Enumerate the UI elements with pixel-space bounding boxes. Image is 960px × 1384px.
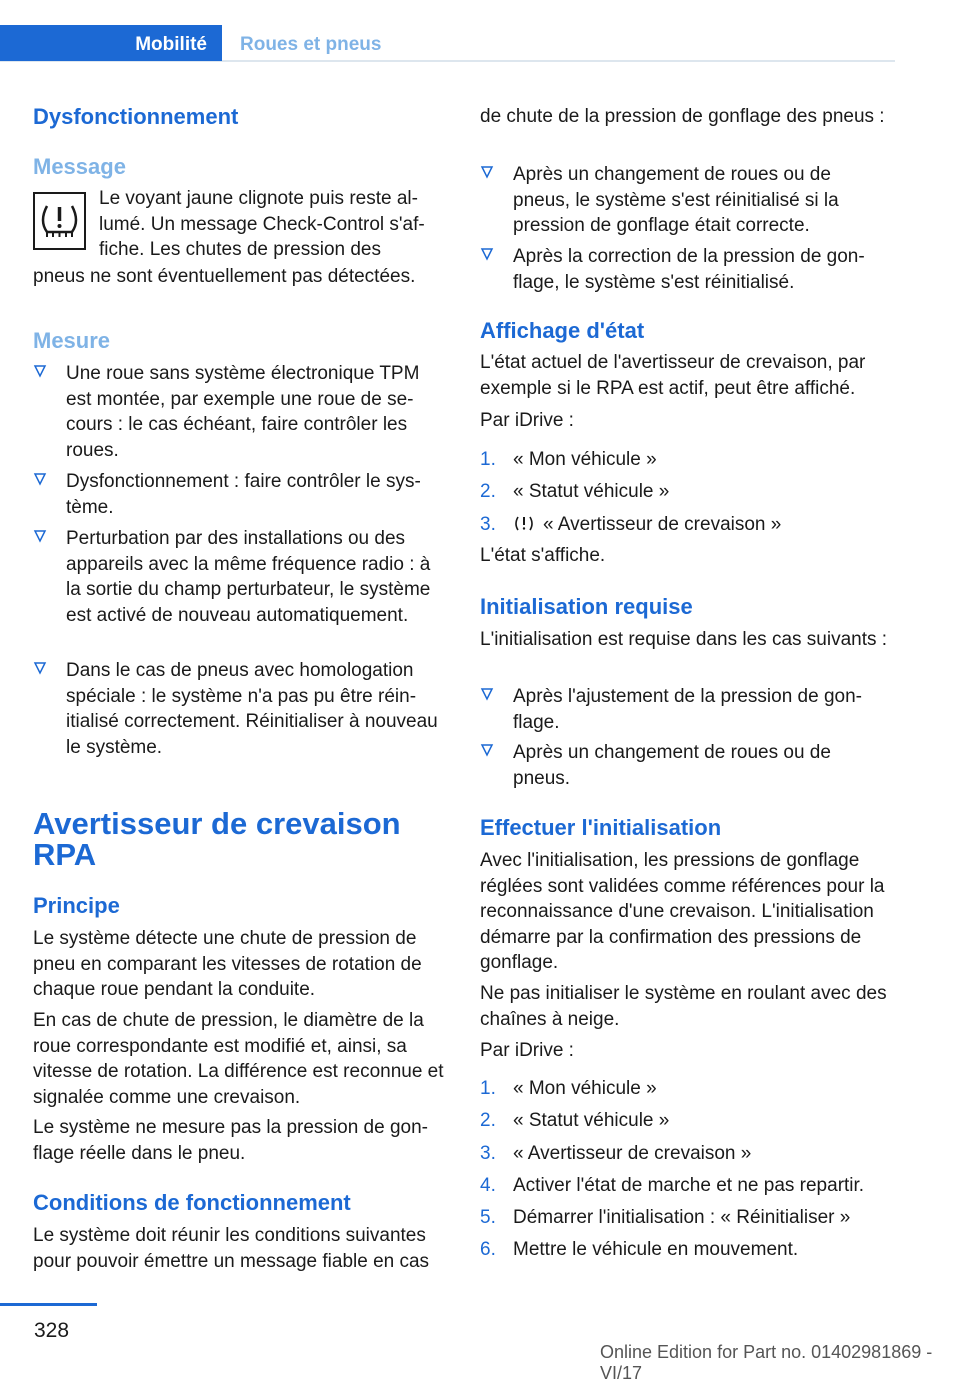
- list-item-text: Perturbation par des installations ou des appareils avec la même fréquence radio : à la sortie du champ perturbateur, le système est activé de nouveau automatiquement.: [66, 528, 431, 626]
- list-item-number: 6.: [480, 1239, 496, 1260]
- list-item-text: Mettre le véhicule en mouvement.: [513, 1239, 799, 1260]
- triangle-bullet-icon: [33, 364, 47, 378]
- effectuer-paragraph-2: Ne pas initialiser le système en roulant avec des chaînes à neige.: [480, 983, 887, 1030]
- principe-paragraph-1: Le système détecte une chute de pression de pneu en comparant les vitesses de rotation de chaque roue pendant la conduite.: [33, 928, 422, 1000]
- tire-pressure-warning-icon: [33, 192, 86, 250]
- triangle-bullet-icon: [480, 247, 494, 261]
- heading-message: Message: [33, 154, 126, 179]
- par-idrive-label: Par iDrive :: [480, 1040, 574, 1061]
- message-line-3: fiche. Les chutes de pression des: [99, 239, 382, 260]
- list-item-text: Une roue sans système électronique TPM est montée, par exemple une roue de secours : le cas échéant, faire contrôler les roues.: [66, 363, 420, 461]
- heading-conditions: Conditions de fonctionnement: [33, 1190, 351, 1215]
- list-item-text: « Mon véhicule »: [513, 449, 657, 470]
- principe-paragraph-2: En cas de chute de pression, le diamètre de la roue correspondante est modifié et, ainsi, sa vitesse de rotation. La différence est reconnue et signalée comme une crevaison.: [33, 1010, 444, 1108]
- list-item-text: Dans le cas de pneus avec homologation spéciale : le système n'a pas pu être réinitialisé correctement. Réinitialiser à nouveau le système.: [66, 660, 438, 758]
- list-item-text: Après un changement de roues ou de pneus, le système s'est réinitialisé si la pression de gonflage était correcte.: [513, 164, 839, 236]
- effectuer-paragraph-1: Avec l'initialisation, les pressions de gonflage réglées sont validées comme références pour la reconnaissance d'une crevaison. L'initialisation démarre par la confirmation des pressions de gonflage.: [480, 850, 885, 973]
- edition-note: Online Edition for Part no. 01402981869 - VI/17: [600, 1342, 933, 1383]
- principe-paragraph-3: Le système ne mesure pas la pression de gonflage réelle dans le pneu.: [33, 1117, 428, 1164]
- list-item: [480, 512, 892, 538]
- list-item-number: 1.: [480, 449, 496, 470]
- message-line-4: pneus ne sont éventuellement pas détectées.: [33, 266, 416, 287]
- triangle-bullet-icon: [33, 472, 47, 486]
- list-item-number: 2.: [480, 481, 496, 502]
- heading-dysfonctionnement: Dysfonctionnement: [33, 104, 239, 129]
- list-item-text: Après l'ajustement de la pression de gonflage.: [513, 686, 862, 733]
- list-item: [480, 1205, 892, 1231]
- page-number: 328: [34, 1319, 70, 1342]
- list-item: [33, 469, 448, 520]
- list-item: [33, 526, 448, 628]
- triangle-bullet-icon: [480, 743, 494, 757]
- list-item-text: « Statut véhicule »: [513, 481, 670, 502]
- list-item-text: Activer l'état de marche et ne pas repartir.: [513, 1175, 865, 1196]
- continuation-paragraph: de chute de la pression de gonflage des pneus :: [480, 106, 885, 127]
- heading-principe: Principe: [33, 893, 120, 918]
- list-item: [480, 244, 892, 295]
- triangle-bullet-icon: [33, 529, 47, 543]
- list-item: [33, 361, 448, 463]
- affichage-paragraph: L'état actuel de l'avertisseur de crevaison, par exemple si le RPA est actif, peut être affiché.: [480, 352, 866, 399]
- list-item: [480, 1141, 892, 1167]
- list-item: [480, 1076, 892, 1102]
- triangle-bullet-icon: [480, 165, 494, 179]
- list-item-text: Démarrer l'initialisation : « Réinitialiser »: [513, 1207, 851, 1228]
- list-item: [480, 684, 892, 735]
- list-item: [480, 479, 892, 505]
- list-item: [480, 447, 892, 473]
- list-item-text: Après la correction de la pression de gonflage, le système s'est réinitialisé.: [513, 246, 865, 293]
- tire-warning-small-icon: [513, 514, 535, 534]
- message-line-1: Le voyant jaune clignote puis reste al-: [99, 188, 418, 209]
- list-item: [480, 162, 892, 239]
- list-item-text: « Avertisseur de crevaison »: [513, 1143, 752, 1164]
- list-item-number: 4.: [480, 1175, 496, 1196]
- triangle-bullet-icon: [480, 687, 494, 701]
- list-item-text: Après un changement de roues ou de pneus.: [513, 742, 831, 789]
- heading-mesure: Mesure: [33, 328, 111, 353]
- tab-mobilite[interactable]: Mobilité: [0, 25, 222, 61]
- list-item: [480, 1173, 892, 1199]
- etat-affiche-text: L'état s'affiche.: [480, 545, 606, 566]
- tab-roues-et-pneus[interactable]: Roues et pneus: [240, 34, 382, 55]
- footer-divider: [0, 1303, 97, 1306]
- par-idrive-label: Par iDrive :: [480, 410, 574, 431]
- list-item-text: « Mon véhicule »: [513, 1078, 657, 1099]
- init-requise-paragraph: L'initialisation est requise dans les cas suivants :: [480, 629, 888, 650]
- heading-affichage: Affichage d'état: [480, 318, 645, 343]
- list-item: [480, 1237, 892, 1263]
- list-item-number: 3.: [480, 514, 496, 535]
- message-line-2: lumé. Un message Check-Control s'af-: [99, 213, 425, 235]
- list-item-number: 5.: [480, 1207, 496, 1228]
- list-item: [480, 740, 892, 791]
- list-item-text: « Statut véhicule »: [513, 1110, 670, 1131]
- list-item-text: « Avertisseur de crevaison »: [543, 514, 782, 535]
- list-item: [480, 1108, 892, 1134]
- list-item: [33, 658, 448, 760]
- heading-effectuer: Effectuer l'initialisation: [480, 815, 722, 840]
- list-item-number: 2.: [480, 1110, 496, 1131]
- triangle-bullet-icon: [33, 661, 47, 675]
- list-item-number: 3.: [480, 1143, 496, 1164]
- conditions-paragraph: Le système doit réunir les conditions suivantes pour pouvoir émettre un message fiable en cas: [33, 1225, 430, 1272]
- list-item-number: 1.: [480, 1078, 496, 1099]
- heading-rpa-line2: RPA: [33, 837, 97, 872]
- header-tabbar: [0, 25, 895, 62]
- heading-init-requise: Initialisation requise: [480, 594, 693, 619]
- list-item-text: Dysfonctionnement : faire contrôler le système.: [66, 471, 421, 518]
- heading-rpa-line1: Avertisseur de crevaison: [33, 806, 401, 841]
